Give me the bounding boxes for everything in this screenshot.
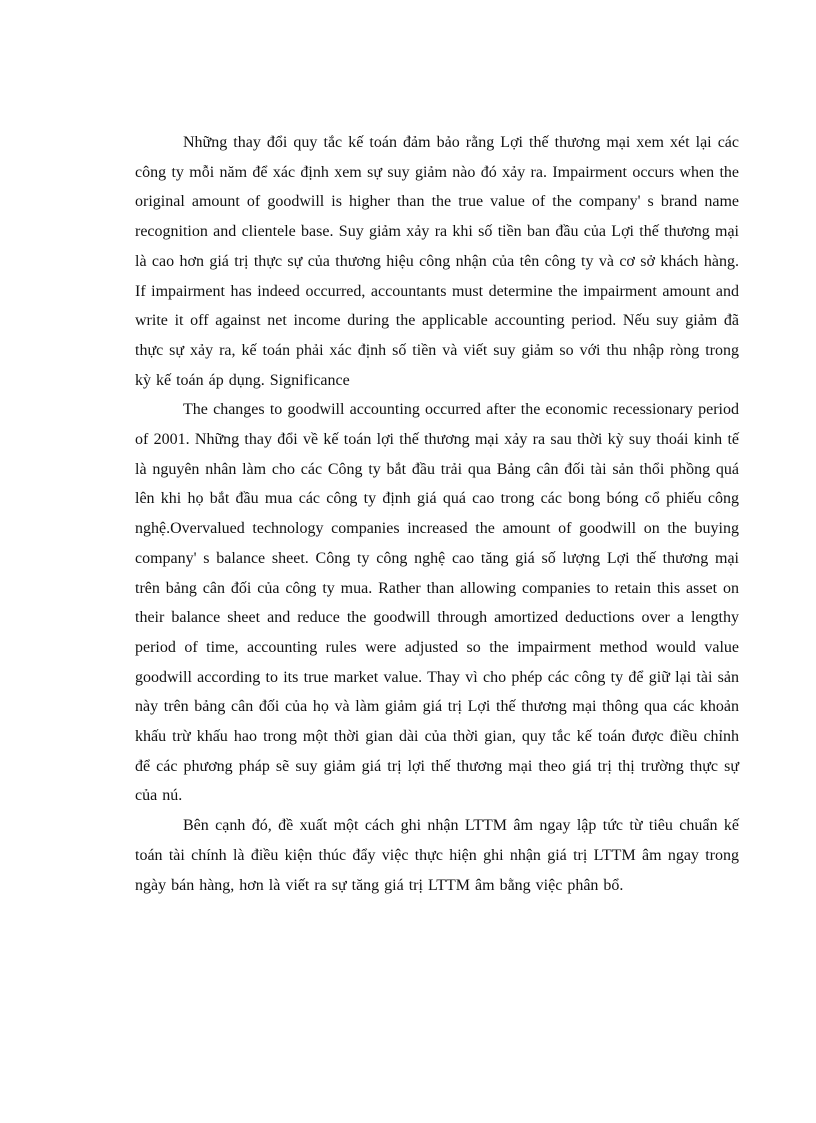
paragraph-goodwill-impairment: Những thay đổi quy tắc kế toán đảm bảo rằng Lợi thế thương mại xem xét lại các công ty mỗi năm để xác định xem sự suy giảm nào đó xảy ra. Impairment occurs when the original amount of goodwill is higher than the true value of the company' s brand name recognition and clientele base. Suy giảm xảy ra khi số tiền ban đầu của Lợi thế thương mại là cao hơn giá trị thực sự của thương hiệu công nhận của tên công ty và cơ sở khách hàng. If impairment has indeed occurred, accountants must determine the impairment amount and write it off against net income during the applicable accounting period. Nếu suy giảm đã thực sự xảy ra, kế toán phải xác định số tiền và viết suy giảm so với thu nhập ròng trong kỳ kế toán áp dụng. Significance (135, 134, 739, 389)
paragraph-negative-goodwill: Bên cạnh đó, đề xuất một cách ghi nhận LTTM âm ngay lập tức từ tiêu chuẩn kế toán tài chính là điều kiện thúc đẩy việc thực hiện ghi nhận giá trị LTTM âm ngay trong ngày bán hàng, hơn là viết ra sự tăng giá trị LTTM âm bằng việc phân bổ. (135, 817, 739, 894)
document-body (135, 128, 739, 900)
paragraph-accounting-changes: The changes to goodwill accounting occurred after the economic recessionary period of 2001. Những thay đổi về kế toán lợi thế thương mại xảy ra sau thời kỳ suy thoái kinh tế là nguyên nhân làm cho các Công ty bắt đầu trải qua Bảng cân đối tài sản thổi phồng quá lên khi họ bắt đầu mua các công ty định giá quá cao trong các bong bóng cổ phiếu công nghệ.Overvalued technology companies increased the amount of goodwill on the buying company' s balance sheet. Công ty công nghệ cao tăng giá số lượng Lợi thế thương mại trên bảng cân đối của công ty mua. Rather than allowing companies to retain this asset on their balance sheet and reduce the goodwill through amortized deductions over a lengthy period of time, accounting rules were adjusted so the impairment method would value goodwill according to its true market value. Thay vì cho phép các công ty để giữ lại tài sản này trên bảng cân đối của họ và làm giảm giá trị Lợi thế thương mại thông qua các khoản khấu trừ khấu hao trong một thời gian dài của thời gian, quy tắc kế toán được điều chỉnh để các phương pháp sẽ suy giảm giá trị lợi thế thương mại theo giá trị thị trường thực sự của nú. (135, 401, 739, 805)
